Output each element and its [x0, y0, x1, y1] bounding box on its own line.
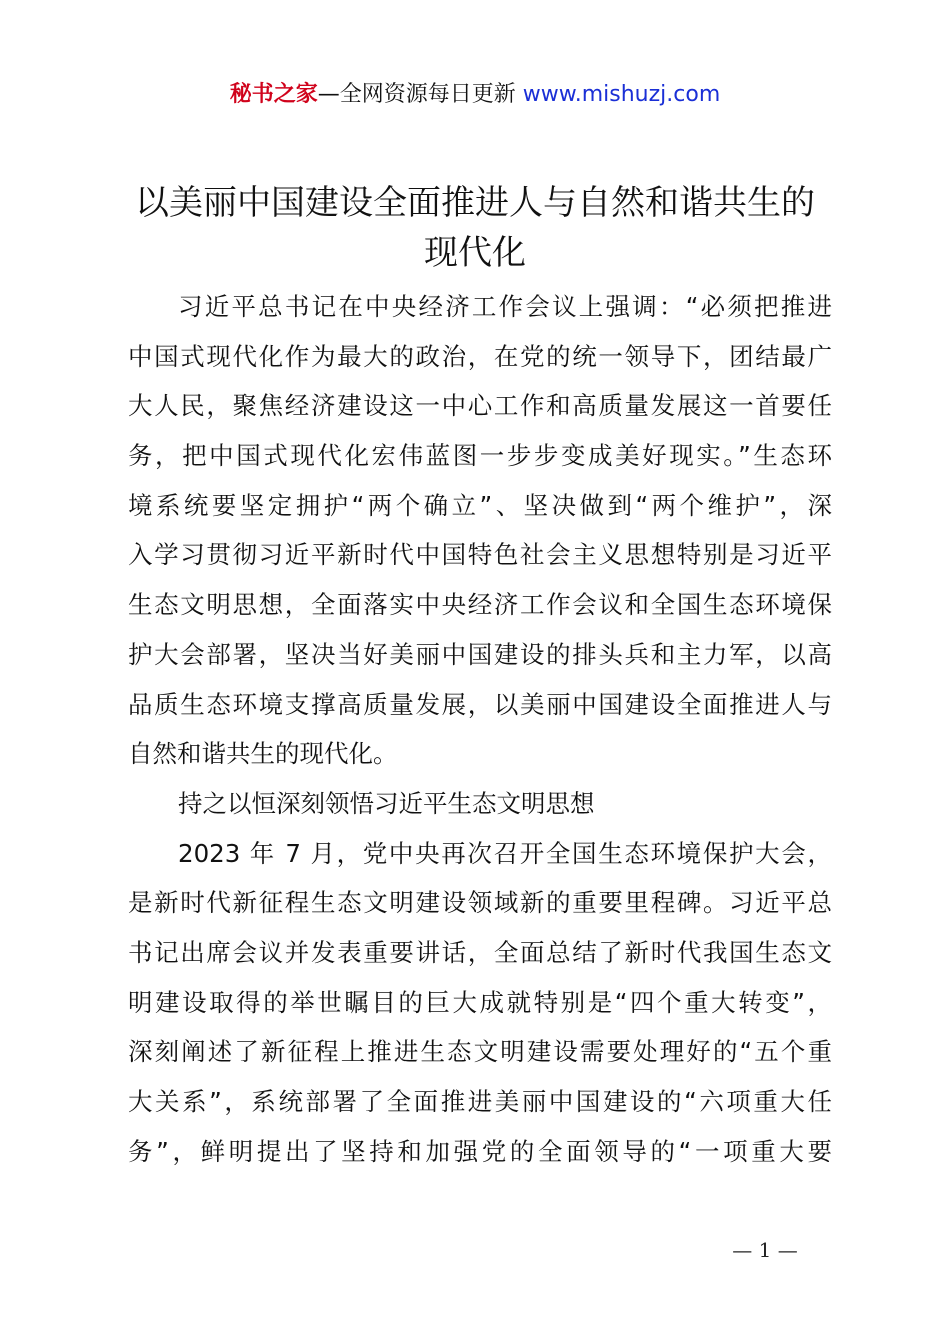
title-line-2: 现代化: [424, 233, 526, 273]
body-line: 大关系”，系统部署了全面推进美丽中国建设的“六项重大任: [128, 1087, 832, 1116]
body-line: 生态文明思想，全面落实中央经济工作会议和全国生态环境保: [128, 590, 832, 620]
body-line: 境系统要坚定拥护“两个确立”、坚决做到“两个维护”，深: [128, 490, 832, 520]
body-line: 2023 年 7 月，党中央再次召开全国生态环境保护大会，: [178, 838, 832, 868]
section-heading: 持之以恒深刻领悟习近平生态文明思想: [178, 788, 595, 818]
body-line: 护大会部署，坚决当好美丽中国建设的排头兵和主力军，以高: [128, 639, 832, 669]
title-line-1: 以美丽中国建设全面推进人与自然和谐共生的: [135, 183, 815, 223]
brand-name: 秘书之家: [229, 82, 318, 107]
body-line: 中国式现代化作为最大的政治，在党的统一领导下，团结最广: [128, 341, 832, 371]
page-number: — 1 —: [732, 1238, 798, 1262]
body-line: 大人民，聚焦经济建设这一中心工作和高质量发展这一首要任: [128, 391, 832, 421]
body-line: 深刻阐述了新征程上推进生态文明建设需要处理好的“五个重: [128, 1037, 832, 1067]
document-body: [128, 282, 832, 1176]
body-line: 品质生态环境支撑高质量发展，以美丽中国建设全面推进人与: [128, 689, 832, 719]
body-line: 务”，鲜明提出了坚持和加强党的全面领导的“一项重大要: [128, 1136, 832, 1166]
body-line: 书记出席会议并发表重要讲话，全面总结了新时代我国生态文: [128, 937, 832, 967]
body-line: 务，把中国式现代化宏伟蓝图一步步变成美好现实。”生态环: [128, 441, 832, 471]
site-link[interactable]: www.mishuzj.com: [522, 82, 721, 107]
document-title: [115, 178, 835, 278]
header-tagline: —全网资源每日更新: [317, 82, 516, 107]
body-line: 习近平总书记在中央经济工作会议上强调：“必须把推进: [178, 292, 832, 321]
site-header: [0, 78, 950, 112]
body-line: 明建设取得的举世瞩目的巨大成就特别是“四个重大转变”，: [128, 987, 832, 1017]
body-line: 入学习贯彻习近平新时代中国特色社会主义思想特别是习近平: [128, 540, 832, 570]
body-line: 自然和谐共生的现代化。: [128, 739, 398, 769]
body-line: 是新时代新征程生态文明建设领域新的重要里程碑。习近平总: [128, 888, 832, 918]
